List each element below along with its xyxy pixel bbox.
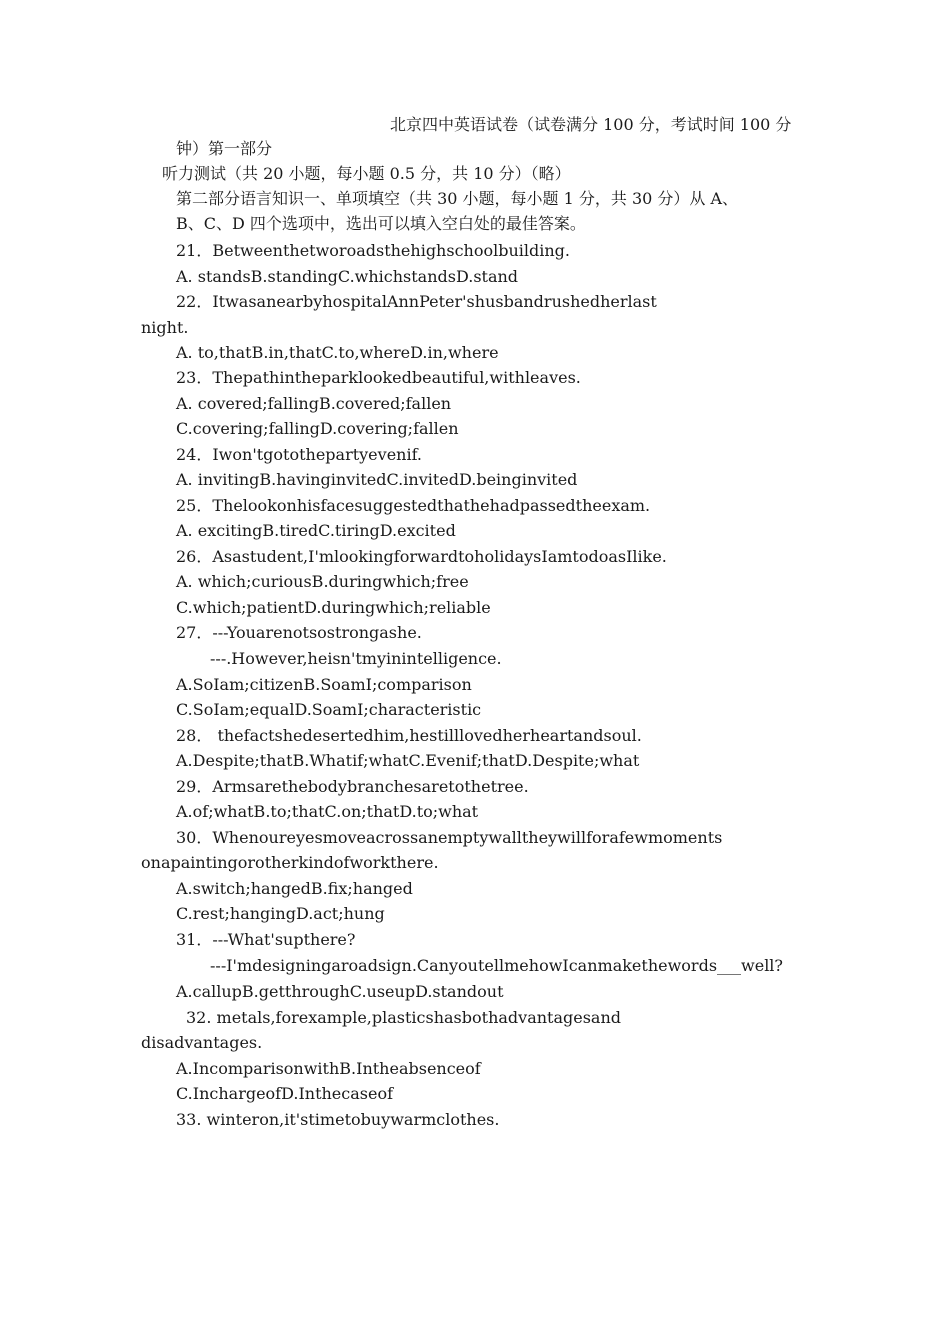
question-32: 32. metals,forexample,plasticshasbothadvantagesand <box>186 1008 622 1027</box>
question-22-continued: night. <box>141 318 189 337</box>
question-31: 31．---What'supthere? <box>176 930 356 949</box>
question-32-options-ab: A.IncomparisonwithB.Intheabsenceof <box>176 1059 481 1078</box>
question-29-options: A.of;whatB.to;thatC.on;thatD.to;what <box>176 802 479 821</box>
question-28: 28． thefactshedesertedhim,hestilllovedherheartandsoul. <box>176 726 642 745</box>
question-28-options: A.Despite;thatB.Whatif;whatC.Evenif;thatD.Despite;what <box>176 751 640 770</box>
question-27: 27．---Youarenotsostrongashe. <box>176 623 422 642</box>
question-23-options-cd: C.covering;fallingD.covering;fallen <box>176 419 459 438</box>
title-line-1: 北京四中英语试卷（试卷满分 100 分，考试时间 100 分 <box>390 115 792 134</box>
question-25-options: A. excitingB.tiredC.tiringD.excited <box>176 521 456 540</box>
question-30-options-cd: C.rest;hangingD.act;hung <box>176 904 385 923</box>
question-25: 25．Thelookonhisfacesuggestedthathehadpassedtheexam. <box>176 496 651 515</box>
question-31-options: A.callupB.getthroughC.useupD.standout <box>176 982 504 1001</box>
question-26-options-ab: A. which;curiousB.duringwhich;free <box>176 572 469 591</box>
question-26: 26．Asastudent,I'mlookingforwardtoholidaysIamtodoasIlike. <box>176 547 667 566</box>
question-21: 21．Betweenthetworoadsthehighschoolbuilding. <box>176 241 570 260</box>
question-30: 30．Whenoureyesmoveacrossanemptywalltheywillforafewmoments <box>176 828 723 847</box>
question-31-response: ---I'mdesigningaroadsign.CanyoutellmehowIcanmakethewords___well? <box>210 956 783 975</box>
question-22: 22．ItwasanearbyhospitalAnnPeter'shusbandrushedherlast <box>176 292 657 311</box>
question-29: 29．Armsarethebodybranchesaretothetree. <box>176 777 529 796</box>
question-21-options: A. standsB.standingC.whichstandsD.stand <box>176 267 519 286</box>
question-26-options-cd: C.which;patientD.duringwhich;reliable <box>176 598 491 617</box>
question-24-options: A. invitingB.havinginvitedC.invitedD.beinginvited <box>176 470 578 489</box>
question-23: 23．Thepathintheparklookedbeautiful,withleaves. <box>176 368 581 387</box>
question-30-options-ab: A.switch;hangedB.fix;hanged <box>176 879 413 898</box>
question-24: 24．Iwon'tgotothepartyevenif. <box>176 445 423 464</box>
part-two-heading: 第二部分语言知识一、单项填空（共 30 小题，每小题 1 分，共 30 分）从 A、 <box>176 189 739 208</box>
part-one-listening: 听力测试（共 20 小题，每小题 0.5 分，共 10 分）（略） <box>162 164 571 183</box>
title-line-2: 钟）第一部分 <box>176 139 273 158</box>
question-27-response: ---.However,heisn'tmyinintelligence. <box>210 649 502 668</box>
question-33: 33. winteron,it'stimetobuywarmclothes. <box>176 1110 500 1129</box>
question-32-options-cd: C.InchargeofD.Inthecaseof <box>176 1084 394 1103</box>
part-two-instructions: B、C、D 四个选项中，选出可以填入空白处的最佳答案。 <box>176 214 586 233</box>
question-22-options: A. to,thatB.in,thatC.to,whereD.in,where <box>176 343 499 362</box>
question-30-continued: onapaintingorotherkindofworkthere. <box>141 853 439 872</box>
question-27-options-ab: A.SoIam;citizenB.SoamI;comparison <box>176 675 472 694</box>
question-23-options-ab: A. covered;fallingB.covered;fallen <box>176 394 452 413</box>
question-32-continued: disadvantages. <box>141 1033 263 1052</box>
question-27-options-cd: C.SoIam;equalD.SoamI;characteristic <box>176 700 482 719</box>
